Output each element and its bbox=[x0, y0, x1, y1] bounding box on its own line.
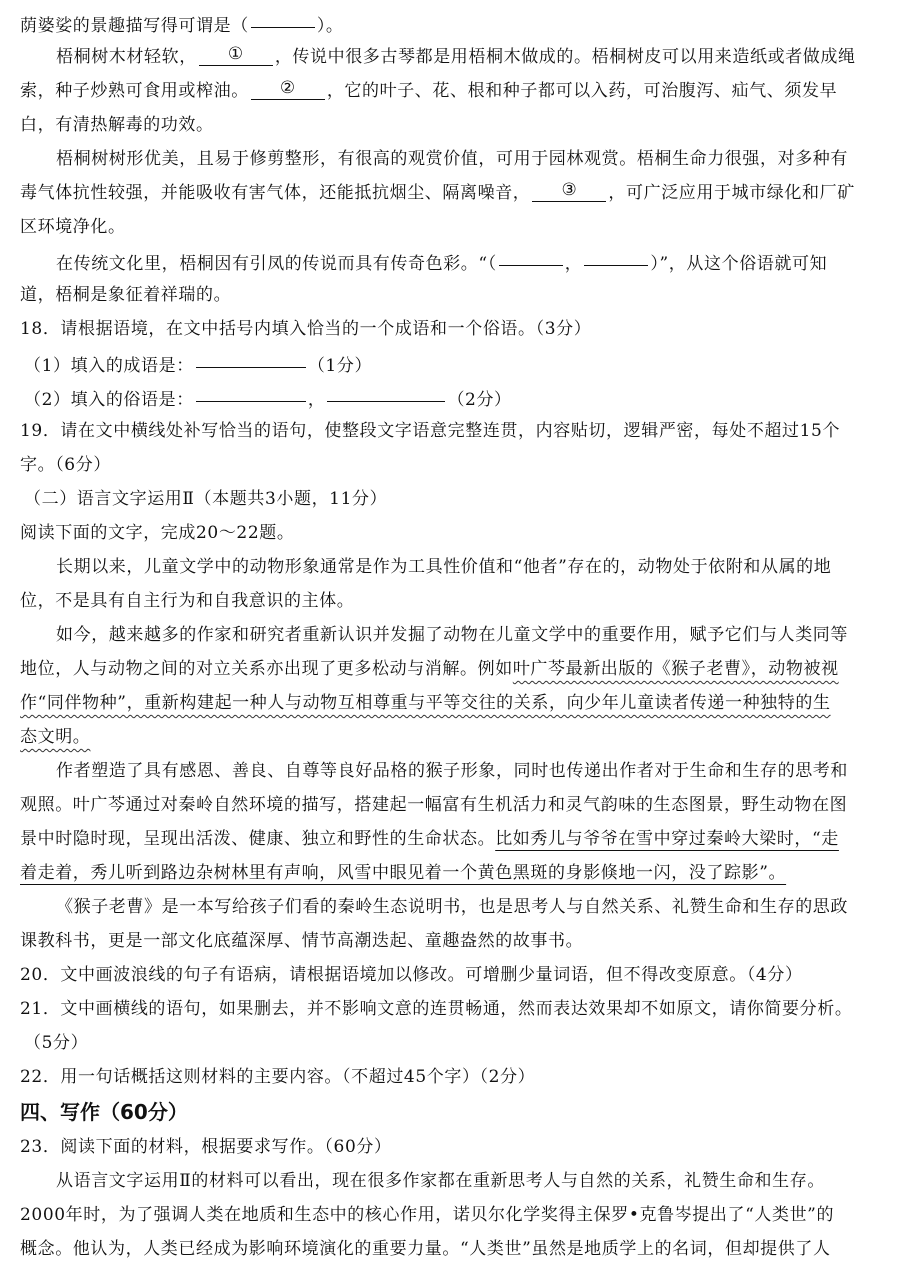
fill-blank-1[interactable]: ① bbox=[199, 44, 273, 66]
fill-blank-3[interactable]: ③ bbox=[532, 180, 606, 202]
text-line: 概念。他认为，人类已经成为影响环境演化的重要力量。“人类世”虽然是地质学上的名词，但却提供了人 bbox=[20, 1239, 831, 1259]
text-line: 作者塑造了具有感恩、善良、自尊等良好品格的猴子形象，同时也传递出作者对于生命和生存的思考和 bbox=[56, 761, 848, 781]
reading-instruction: 阅读下面的文字，完成20～22题。 bbox=[20, 523, 295, 543]
question-20: 20．文中画波浪线的句子有语病，请根据语境加以修改。可增删少量词语，但不得改变原意。（4分） bbox=[20, 965, 803, 985]
text-line: 《猴子老曹》是一本写给孩子们看的秦岭生态说明书，也是思考人与自然关系、礼赞生命和生存的思政 bbox=[56, 897, 848, 917]
question-21-cont: （5分） bbox=[24, 1033, 89, 1053]
question-18: 18．请根据语境，在文中括号内填入恰当的一个成语和一个俗语。（3分） bbox=[20, 319, 592, 339]
wavy-sentence: 态文明。 bbox=[20, 727, 91, 747]
section-2-heading: （二）语言文字运用Ⅱ（本题共3小题，11分） bbox=[24, 489, 388, 509]
underlined-sentence: 着走着，秀儿听到路边杂树林里有声响，风雪中眼见着一个黄色黑斑的身影倏地一闪，没了踪影”。 bbox=[20, 863, 787, 883]
question-21: 21．文中画横线的语句，如果删去，并不影响文意的连贯畅通，然而表达效果却不如原文，请你简要分析。 bbox=[20, 999, 853, 1019]
text-line: 荫婆娑的景趣描写得可谓是（ ）。 bbox=[20, 6, 878, 40]
text-line: 观照。叶广芩通过对秦岭自然环境的描写，搭建起一幅富有生机活力和灵气韵味的生态图景，野生动物在图 bbox=[20, 795, 848, 815]
question-22: 22．用一句话概括这则材料的主要内容。（不超过45个字）（2分） bbox=[20, 1067, 536, 1087]
section-4-heading: 四、写作（60分） bbox=[20, 1100, 188, 1124]
text-line: 从语言文字运用Ⅱ的材料可以看出，现在很多作家都在重新思考人与自然的关系，礼赞生命和生存。 bbox=[56, 1171, 825, 1191]
text-line: 如今，越来越多的作家和研究者重新认识并发掘了动物在儿童文学中的重要作用，赋予它们与人类同等 bbox=[56, 625, 848, 645]
text-line: 课教科书，更是一部文化底蕴深厚、情节高潮迭起、童趣盎然的故事书。 bbox=[20, 931, 584, 951]
wavy-sentence: 作“同伴物种”，重新构建起一种人与动物互相尊重与平等交往的关系，向少年儿童读者传递一种独特的生 bbox=[20, 693, 831, 713]
text-line: 道，梧桐是象征着祥瑞的。 bbox=[20, 285, 232, 305]
question-19-cont: 字。（6分） bbox=[20, 455, 111, 475]
text-line: 位，不是具有自主行为和自我意识的主体。 bbox=[20, 591, 355, 611]
text-line: 梧桐树木材轻软， ① ，传说中很多古琴都是用梧桐木做成的。梧桐树皮可以用来造纸或者做成绳 bbox=[56, 44, 856, 67]
text-line bbox=[20, 720, 878, 754]
underlined-sentence: 比如秀儿与爷爷在雪中穿过秦岭大梁时，“走 bbox=[495, 829, 839, 849]
text-line: 2000年时，为了强调人类在地质和生态中的核心作用，诺贝尔化学奖得主保罗•克鲁岑提出了“人类世”的 bbox=[20, 1205, 835, 1225]
text-line: 索，种子炒熟可食用或榨油。 ② ，它的叶子、花、根和种子都可以入药，可治腹泻、疝气、须发早 bbox=[20, 78, 838, 101]
question-18-part-2: （2）填入的俗语是： ， （2分） bbox=[20, 380, 878, 414]
idiom-blank[interactable] bbox=[251, 6, 315, 28]
question-19: 19．请在文中横线处补写恰当的语句，使整段文字语意完整连贯，内容贴切，逻辑严密，每处不超过15个 bbox=[20, 421, 841, 441]
question-18-part-1: （1）填入的成语是： （1分） bbox=[20, 346, 878, 380]
text-line: 长期以来，儿童文学中的动物形象通常是作为工具性价值和“他者”存在的，动物处于依附和从属的地 bbox=[56, 557, 832, 577]
wavy-sentence: 叶广芩最新出版的《猴子老曹》，动物被视 bbox=[512, 659, 839, 679]
proverb-blank-1[interactable] bbox=[499, 244, 563, 266]
text-line: 毒气体抗性较强，并能吸收有害气体，还能抵抗烟尘、隔离噪音， ③ ，可广泛应用于城市绿化和厂矿 bbox=[20, 180, 855, 203]
text-line: 梧桐树树形优美，且易于修剪整形，有很高的观赏价值，可用于园林观赏。梧桐生命力很强，对多种有 bbox=[56, 149, 848, 169]
answer-line-proverb-1[interactable] bbox=[196, 380, 306, 402]
text-line: 区环境净化。 bbox=[20, 217, 126, 237]
fill-blank-2[interactable]: ② bbox=[251, 78, 325, 100]
text-line: 地位，人与动物之间的对立关系亦出现了更多松动与消解。例如叶广芩最新出版的《猴子老曹》，动物被视 bbox=[20, 659, 839, 679]
answer-line-proverb-2[interactable] bbox=[327, 380, 445, 402]
text-line: 在传统文化里，梧桐因有引凤的传说而具有传奇色彩。“（ ， ）”，从这个俗语就可知 bbox=[20, 244, 878, 278]
proverb-blank-2[interactable] bbox=[584, 244, 648, 266]
text-line bbox=[20, 686, 878, 720]
text-line: 白，有清热解毒的功效。 bbox=[20, 115, 214, 135]
question-23: 23．阅读下面的材料，根据要求写作。（60分） bbox=[20, 1137, 392, 1157]
text-line: 景中时隐时现，呈现出活泼、健康、独立和野性的生命状态。比如秀儿与爷爷在雪中穿过秦岭大梁时，“走 bbox=[20, 829, 839, 849]
answer-line-idiom[interactable] bbox=[196, 346, 306, 368]
text-line bbox=[20, 856, 878, 890]
